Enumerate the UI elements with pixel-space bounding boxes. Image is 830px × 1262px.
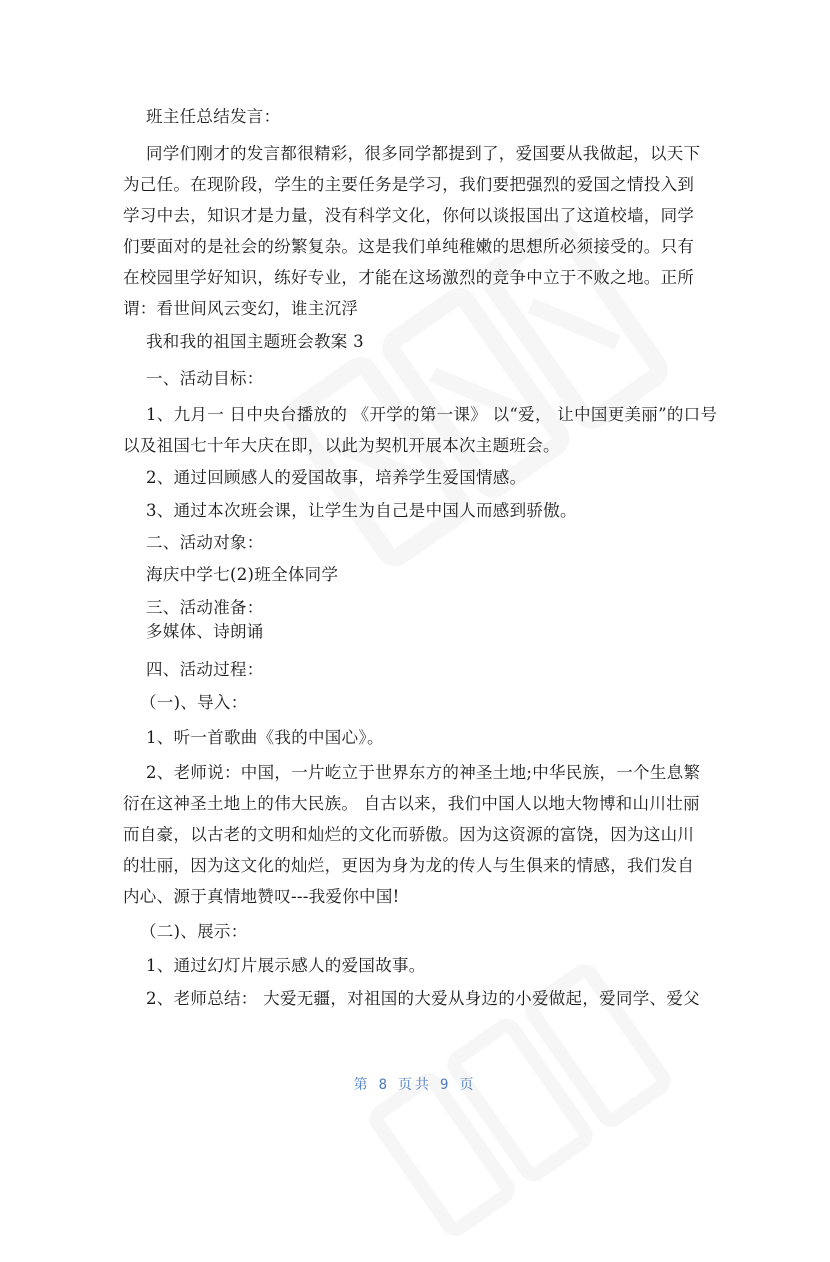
text-line: 我和我的祖国主题班会教案 3 <box>146 332 364 351</box>
text-line: 3、通过本次班会课，让学生为自己是中国人而感到骄傲。 <box>146 501 577 520</box>
text-line: （二)、展示： <box>140 922 248 941</box>
watermark-logo-icon-lower <box>348 938 692 1262</box>
text-line: 多媒体、诗朗诵 <box>146 622 264 641</box>
text-line: 1、听一首歌曲《我的中国心》。 <box>146 728 384 747</box>
text-line: 谓：看世间风云变幻，谁主沉浮 <box>123 299 359 318</box>
text-line: 1、通过幻灯片展示感人的爱国故事。 <box>146 956 426 975</box>
current-page-number: 8 <box>378 1077 390 1093</box>
text-line: 同学们刚才的发言都很精彩，很多同学都提到了，爱国要从我做起，以天下 <box>146 144 701 163</box>
page-label-mid: 页共 <box>398 1077 432 1093</box>
page-label-prefix: 第 <box>353 1077 371 1093</box>
text-line: 三、活动准备： <box>146 598 264 617</box>
text-line: 在校园里学好知识，练好专业，才能在这场激烈的竞争中立于不败之地。正所 <box>123 268 695 287</box>
page-label-suffix: 页 <box>459 1077 477 1093</box>
text-line: 海庆中学七(2)班全体同学 <box>146 565 339 584</box>
text-line: 以及祖国七十年大庆在即，以此为契机开展本次主题班会。 <box>123 436 560 455</box>
text-line: 衍在这神圣土地上的伟大民族。 自古以来，我们中国人以地大物博和山川壮丽 <box>123 794 700 813</box>
page-footer <box>0 1074 830 1094</box>
text-line: 2、老师总结： 大爱无疆，对祖国的大爱从身边的小爱做起，爱同学、爱父 <box>146 989 700 1008</box>
total-pages-number: 9 <box>440 1077 452 1093</box>
text-line: 的壮丽，因为这文化的灿烂，更因为身为龙的传人与生俱来的情感，我们发自 <box>123 856 695 875</box>
text-line: 1、九月一 日中央台播放的 《开学的第一课》 以“爱， 让中国更美丽”的口号 <box>146 405 718 424</box>
text-line: 而自豪，以古老的文明和灿烂的文化而骄傲。因为这资源的富饶，因为这山川 <box>123 825 695 844</box>
text-line: 学习中去，知识才是力量，没有科学文化，你何以谈报国出了这道校墙，同学 <box>123 206 695 225</box>
text-line: 班主任总结发言： <box>146 107 281 126</box>
text-line: 一、活动目标： <box>146 369 264 388</box>
text-line: 四、活动过程： <box>146 660 264 679</box>
text-line: 们要面对的是社会的纷繁复杂。这是我们单纯稚嫩的思想所必须接受的。只有 <box>123 237 695 256</box>
text-line: （一)、导入： <box>140 693 248 712</box>
text-line: 二、活动对象： <box>146 533 264 552</box>
text-line: 2、老师说：中国，一片屹立于世界东方的神圣土地;中华民族，一个生息繁 <box>146 763 701 782</box>
text-line: 内心、源于真情地赞叹---我爱你中国! <box>123 887 400 906</box>
text-line: 2、通过回顾感人的爱国故事，培养学生爱国情感。 <box>146 468 527 487</box>
text-line: 为己任。在现阶段，学生的主要任务是学习，我们要把强烈的爱国之情投入到 <box>123 175 695 194</box>
